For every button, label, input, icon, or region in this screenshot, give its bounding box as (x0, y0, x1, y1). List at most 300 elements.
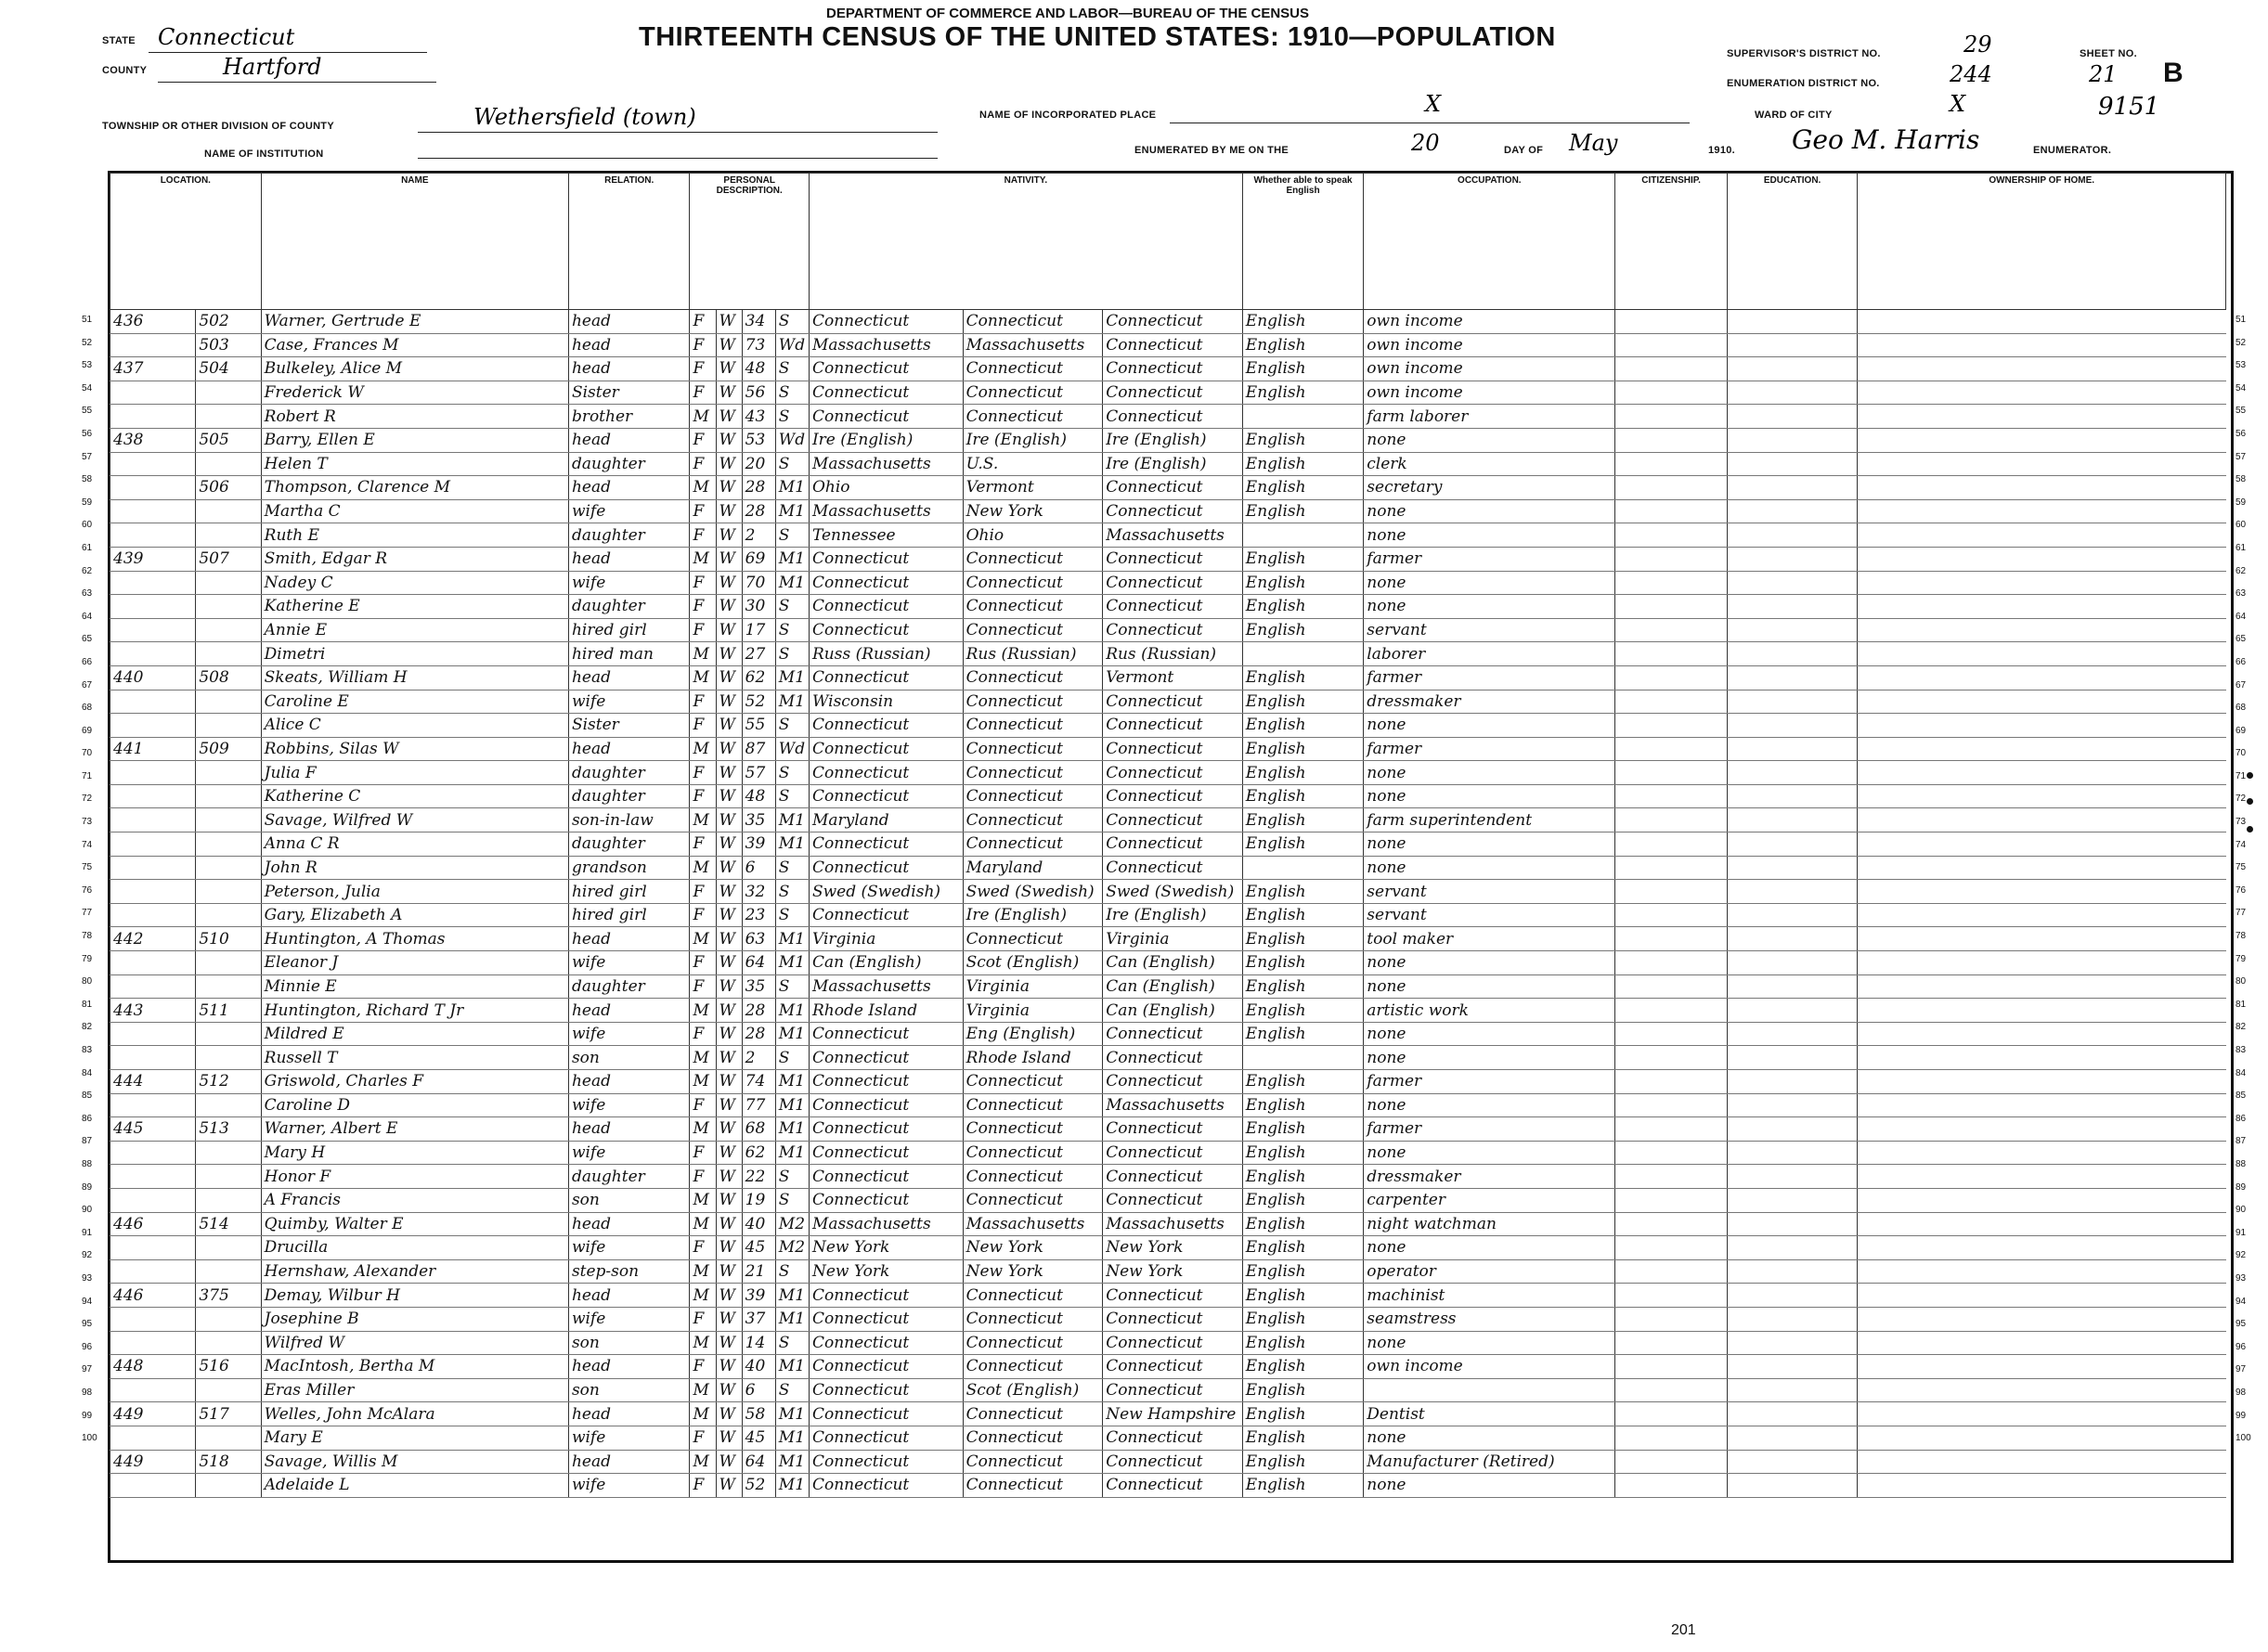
line-number: 82 (2236, 1022, 2247, 1033)
line-number: 75 (82, 862, 93, 873)
sex-cell: F (690, 499, 716, 523)
race-cell: W (716, 428, 742, 452)
marital-status-cell: S (775, 714, 809, 738)
incorporated-value: X (1425, 91, 1442, 117)
person-name-cell: Robert R (261, 405, 568, 429)
marital-status-cell: M1 (775, 1402, 809, 1426)
mother-birthplace-cell: Virginia (1103, 927, 1243, 951)
family-number-cell (196, 784, 261, 808)
enumerator-label: ENUMERATOR. (2033, 145, 2112, 156)
line-number: 61 (2236, 542, 2247, 553)
table-row (110, 333, 2226, 357)
mother-birthplace-cell: Connecticut (1103, 761, 1243, 785)
line-number: 51 (82, 315, 93, 325)
relation-cell: wife (568, 1307, 690, 1331)
race-cell: W (716, 974, 742, 999)
family-number-cell (196, 690, 261, 714)
age-cell: 34 (742, 310, 775, 334)
marital-status-cell: M1 (775, 1426, 809, 1450)
age-cell: 23 (742, 903, 775, 927)
table-row (110, 310, 2226, 334)
ownership-cell (1858, 642, 2226, 666)
language-cell (1242, 523, 1364, 548)
mother-birthplace-cell: New York (1103, 1259, 1243, 1284)
ownership-cell (1858, 1474, 2226, 1498)
language-cell: English (1242, 1022, 1364, 1046)
dwelling-number-cell (110, 784, 196, 808)
birthplace-cell: Tennessee (809, 523, 963, 548)
birthplace-cell: Connecticut (809, 1141, 963, 1165)
table-row (110, 1236, 2226, 1260)
dwelling-number-cell: 440 (110, 665, 196, 690)
language-cell: English (1242, 903, 1364, 927)
sex-cell: F (690, 333, 716, 357)
language-cell: English (1242, 761, 1364, 785)
language-cell: English (1242, 1165, 1364, 1189)
language-cell: English (1242, 476, 1364, 500)
dwelling-number-cell: 439 (110, 547, 196, 571)
line-number: 64 (82, 611, 93, 622)
punch-hole (2247, 798, 2253, 805)
sex-cell: M (690, 1188, 716, 1212)
father-birthplace-cell: Connecticut (963, 1307, 1103, 1331)
family-number-cell (196, 642, 261, 666)
dwelling-number-cell (110, 333, 196, 357)
person-name-cell: Minnie E (261, 974, 568, 999)
sex-cell: M (690, 737, 716, 761)
department-heading: DEPARTMENT OF COMMERCE AND LABOR—BUREAU OF THE CENSUS (826, 6, 1309, 21)
education-cell (1727, 1284, 1858, 1308)
ownership-cell (1858, 856, 2226, 880)
language-cell: English (1242, 428, 1364, 452)
age-cell: 74 (742, 1070, 775, 1094)
line-number: 69 (2236, 725, 2247, 736)
mother-birthplace-cell: Vermont (1103, 665, 1243, 690)
ownership-header: OWNERSHIP OF HOME. (1858, 174, 2226, 310)
birthplace-cell: Connecticut (809, 1378, 963, 1402)
ownership-cell (1858, 903, 2226, 927)
mother-birthplace-cell: Connecticut (1103, 499, 1243, 523)
occupation-cell: none (1364, 1236, 1615, 1260)
language-cell: English (1242, 1141, 1364, 1165)
ownership-cell (1858, 523, 2226, 548)
race-cell: W (716, 761, 742, 785)
line-number: 72 (82, 794, 93, 805)
age-cell: 35 (742, 808, 775, 832)
name-header: NAME (261, 174, 568, 310)
citizenship-cell (1615, 571, 1727, 595)
age-cell: 40 (742, 1212, 775, 1236)
citizenship-cell (1615, 665, 1727, 690)
ownership-cell (1858, 1117, 2226, 1142)
dwelling-number-cell (110, 452, 196, 476)
relation-cell: daughter (568, 523, 690, 548)
race-cell: W (716, 405, 742, 429)
table-row (110, 1378, 2226, 1402)
dwelling-number-cell (110, 1188, 196, 1212)
age-cell: 57 (742, 761, 775, 785)
education-cell (1727, 1259, 1858, 1284)
relation-cell: wife (568, 951, 690, 975)
mother-birthplace-cell: Connecticut (1103, 1188, 1243, 1212)
education-cell (1727, 357, 1858, 381)
ownership-cell (1858, 1165, 2226, 1189)
occupation-cell: night watchman (1364, 1212, 1615, 1236)
family-number-cell (196, 1474, 261, 1498)
age-cell: 68 (742, 1117, 775, 1142)
marital-status-cell: S (775, 903, 809, 927)
sex-cell: F (690, 761, 716, 785)
citizenship-cell (1615, 1093, 1727, 1117)
line-number: 74 (82, 839, 93, 850)
relation-cell: head (568, 1117, 690, 1142)
citizenship-cell (1615, 856, 1727, 880)
incorporated-label: NAME OF INCORPORATED PLACE (979, 110, 1157, 121)
person-name-cell: Savage, Wilfred W (261, 808, 568, 832)
dwelling-number-cell: 438 (110, 428, 196, 452)
birthplace-cell: New York (809, 1236, 963, 1260)
state-label: STATE (102, 35, 136, 46)
age-cell: 77 (742, 1093, 775, 1117)
mother-birthplace-cell: Connecticut (1103, 690, 1243, 714)
day-value: 20 (1411, 130, 1440, 156)
person-name-cell: Smith, Edgar R (261, 547, 568, 571)
relation-cell: head (568, 428, 690, 452)
marital-status-cell: S (775, 405, 809, 429)
dwelling-number-cell (110, 595, 196, 619)
age-cell: 14 (742, 1331, 775, 1355)
family-number-cell: 507 (196, 547, 261, 571)
family-number-cell (196, 1426, 261, 1450)
sex-cell: F (690, 903, 716, 927)
relation-cell: son (568, 1188, 690, 1212)
father-birthplace-cell: Scot (English) (963, 1378, 1103, 1402)
citizenship-cell (1615, 381, 1727, 405)
language-cell: English (1242, 951, 1364, 975)
language-cell: English (1242, 1307, 1364, 1331)
line-number: 54 (82, 382, 93, 394)
race-cell: W (716, 642, 742, 666)
relation-cell: step-son (568, 1259, 690, 1284)
age-cell: 52 (742, 1474, 775, 1498)
education-cell (1727, 903, 1858, 927)
marital-status-cell: S (775, 642, 809, 666)
birthplace-cell: Virginia (809, 927, 963, 951)
education-cell (1727, 452, 1858, 476)
occupation-cell: none (1364, 1046, 1615, 1070)
person-name-cell: Mary H (261, 1141, 568, 1165)
person-name-cell: Skeats, William H (261, 665, 568, 690)
ownership-cell (1858, 974, 2226, 999)
occupation-cell: none (1364, 428, 1615, 452)
relation-cell: wife (568, 1474, 690, 1498)
line-number: 76 (82, 884, 93, 896)
relation-cell: head (568, 665, 690, 690)
table-row (110, 357, 2226, 381)
father-birthplace-cell: Connecticut (963, 1070, 1103, 1094)
language-cell: English (1242, 1093, 1364, 1117)
dwelling-number-cell (110, 761, 196, 785)
sex-cell: F (690, 784, 716, 808)
race-cell: W (716, 665, 742, 690)
father-birthplace-cell: Ire (English) (963, 428, 1103, 452)
dwelling-number-cell (110, 1046, 196, 1070)
father-birthplace-cell: New York (963, 1259, 1103, 1284)
marital-status-cell: S (775, 856, 809, 880)
occupation-cell: Manufacturer (Retired) (1364, 1450, 1615, 1474)
birthplace-cell: Connecticut (809, 381, 963, 405)
family-number-cell (196, 856, 261, 880)
line-number: 83 (82, 1045, 93, 1055)
father-birthplace-cell: Eng (English) (963, 1022, 1103, 1046)
occupation-cell: farm superintendent (1364, 808, 1615, 832)
birthplace-cell: Connecticut (809, 547, 963, 571)
dwelling-number-cell (110, 1259, 196, 1284)
birthplace-cell: Massachusetts (809, 333, 963, 357)
table-row (110, 571, 2226, 595)
birthplace-cell: Connecticut (809, 832, 963, 857)
marital-status-cell: M1 (775, 1117, 809, 1142)
age-cell: 70 (742, 571, 775, 595)
person-name-cell: Quimby, Walter E (261, 1212, 568, 1236)
mother-birthplace-cell: Connecticut (1103, 808, 1243, 832)
birthplace-cell: Massachusetts (809, 452, 963, 476)
education-cell (1727, 737, 1858, 761)
father-birthplace-cell: Connecticut (963, 1450, 1103, 1474)
race-cell: W (716, 951, 742, 975)
race-cell: W (716, 714, 742, 738)
sex-cell: F (690, 571, 716, 595)
occupation-cell: own income (1364, 310, 1615, 334)
age-cell: 64 (742, 951, 775, 975)
mother-birthplace-cell: New York (1103, 1236, 1243, 1260)
birthplace-cell: Connecticut (809, 1022, 963, 1046)
line-number: 80 (82, 976, 93, 987)
education-cell (1727, 808, 1858, 832)
citizenship-cell (1615, 452, 1727, 476)
ownership-cell (1858, 310, 2226, 334)
citizenship-cell (1615, 737, 1727, 761)
marital-status-cell: M1 (775, 951, 809, 975)
marital-status-cell: M1 (775, 1284, 809, 1308)
mother-birthplace-cell: Connecticut (1103, 714, 1243, 738)
marital-status-cell: M1 (775, 999, 809, 1023)
relation-cell: head (568, 737, 690, 761)
relation-cell: son (568, 1046, 690, 1070)
ownership-cell (1858, 1093, 2226, 1117)
education-cell (1727, 1093, 1858, 1117)
ownership-cell (1858, 665, 2226, 690)
citizenship-cell (1615, 784, 1727, 808)
occupation-cell: none (1364, 595, 1615, 619)
dwelling-number-cell: 441 (110, 737, 196, 761)
citizenship-cell (1615, 595, 1727, 619)
language-cell: English (1242, 665, 1364, 690)
citizenship-cell (1615, 1046, 1727, 1070)
line-number: 59 (82, 497, 93, 508)
mother-birthplace-cell: New Hampshire (1103, 1402, 1243, 1426)
table-row (110, 856, 2226, 880)
relation-cell: wife (568, 1236, 690, 1260)
ownership-cell (1858, 499, 2226, 523)
dwelling-number-cell (110, 618, 196, 642)
occupation-cell: none (1364, 784, 1615, 808)
family-number-cell: 518 (196, 1450, 261, 1474)
ownership-cell (1858, 571, 2226, 595)
mother-birthplace-cell: Connecticut (1103, 737, 1243, 761)
sex-cell: F (690, 1141, 716, 1165)
table-row (110, 880, 2226, 904)
occupation-cell: farmer (1364, 665, 1615, 690)
person-name-cell: Thompson, Clarence M (261, 476, 568, 500)
mother-birthplace-cell: Connecticut (1103, 1474, 1243, 1498)
mother-birthplace-cell: Connecticut (1103, 856, 1243, 880)
line-number: 52 (2236, 337, 2247, 348)
citizenship-header: CITIZENSHIP. (1615, 174, 1727, 310)
birthplace-cell: Ire (English) (809, 428, 963, 452)
enumerator-value: Geo M. Harris (1792, 124, 1980, 155)
line-number: 72 (2236, 794, 2247, 805)
line-number: 68 (2236, 703, 2247, 714)
ownership-cell (1858, 784, 2226, 808)
sex-cell: F (690, 974, 716, 999)
ward-label: WARD OF CITY (1755, 110, 1833, 121)
person-name-cell: A Francis (261, 1188, 568, 1212)
ownership-cell (1858, 428, 2226, 452)
table-row (110, 784, 2226, 808)
language-cell: English (1242, 1212, 1364, 1236)
education-cell (1727, 595, 1858, 619)
line-number: 88 (2236, 1158, 2247, 1169)
ownership-cell (1858, 405, 2226, 429)
sex-cell: M (690, 1284, 716, 1308)
family-number-cell (196, 595, 261, 619)
age-cell: 27 (742, 642, 775, 666)
age-cell: 53 (742, 428, 775, 452)
dwelling-number-cell: 449 (110, 1402, 196, 1426)
ownership-cell (1858, 452, 2226, 476)
father-birthplace-cell: Swed (Swedish) (963, 880, 1103, 904)
table-row (110, 1141, 2226, 1165)
age-cell: 62 (742, 665, 775, 690)
father-birthplace-cell: Connecticut (963, 1284, 1103, 1308)
language-cell (1242, 405, 1364, 429)
family-number-cell (196, 1307, 261, 1331)
line-number: 94 (82, 1296, 93, 1307)
table-row (110, 381, 2226, 405)
line-number: 96 (82, 1341, 93, 1352)
footer-number: 201 (1671, 1622, 1696, 1638)
birthplace-cell: Connecticut (809, 761, 963, 785)
person-name-cell: Demay, Wilbur H (261, 1284, 568, 1308)
line-number: 51 (2236, 315, 2247, 325)
line-number: 85 (2236, 1091, 2247, 1102)
citizenship-cell (1615, 405, 1727, 429)
language-cell: English (1242, 618, 1364, 642)
race-cell: W (716, 381, 742, 405)
education-cell (1727, 1450, 1858, 1474)
dwelling-number-cell: 436 (110, 310, 196, 334)
relation-cell: head (568, 927, 690, 951)
citizenship-cell (1615, 1022, 1727, 1046)
table-row (110, 737, 2226, 761)
language-cell: English (1242, 974, 1364, 999)
enumerated-label: ENUMERATED BY ME ON THE (1134, 145, 1290, 156)
mother-birthplace-cell: Connecticut (1103, 310, 1243, 334)
person-name-cell: Warner, Albert E (261, 1117, 568, 1142)
citizenship-cell (1615, 1284, 1727, 1308)
birthplace-cell: Connecticut (809, 595, 963, 619)
age-cell: 6 (742, 1378, 775, 1402)
relation-cell: daughter (568, 1165, 690, 1189)
family-number-cell: 510 (196, 927, 261, 951)
table-row (110, 1165, 2226, 1189)
relation-cell: wife (568, 499, 690, 523)
line-number: 91 (82, 1227, 93, 1238)
dwelling-number-cell: 444 (110, 1070, 196, 1094)
person-name-cell: Helen T (261, 452, 568, 476)
race-cell: W (716, 1046, 742, 1070)
person-name-cell: Alice C (261, 714, 568, 738)
mother-birthplace-cell: Connecticut (1103, 1307, 1243, 1331)
relation-cell: son (568, 1331, 690, 1355)
relation-cell: hired girl (568, 618, 690, 642)
marital-status-cell: M1 (775, 1307, 809, 1331)
dwelling-number-cell (110, 1307, 196, 1331)
line-number: 60 (82, 520, 93, 531)
language-cell: English (1242, 381, 1364, 405)
occupation-cell: none (1364, 832, 1615, 857)
birthplace-cell: Connecticut (809, 1117, 963, 1142)
relation-cell: head (568, 1070, 690, 1094)
age-cell: 22 (742, 1165, 775, 1189)
age-cell: 39 (742, 1284, 775, 1308)
county-value: Hartford (223, 54, 322, 80)
occupation-cell: Dentist (1364, 1402, 1615, 1426)
education-cell (1727, 1165, 1858, 1189)
mother-birthplace-cell: Connecticut (1103, 1331, 1243, 1355)
father-birthplace-cell: Connecticut (963, 1093, 1103, 1117)
education-cell (1727, 1474, 1858, 1498)
line-number: 58 (2236, 474, 2247, 485)
marital-status-cell: S (775, 1378, 809, 1402)
occupation-cell: own income (1364, 1355, 1615, 1379)
ownership-cell (1858, 1450, 2226, 1474)
line-number: 62 (82, 565, 93, 576)
dwelling-number-cell: 448 (110, 1355, 196, 1379)
table-row (110, 1474, 2226, 1498)
ownership-cell (1858, 1355, 2226, 1379)
ownership-cell (1858, 595, 2226, 619)
person-name-cell: Adelaide L (261, 1474, 568, 1498)
citizenship-cell (1615, 1474, 1727, 1498)
race-cell: W (716, 808, 742, 832)
sex-cell: F (690, 951, 716, 975)
birthplace-cell: Russ (Russian) (809, 642, 963, 666)
line-number: 73 (2236, 817, 2247, 828)
person-name-cell: Wilfred W (261, 1331, 568, 1355)
age-cell: 37 (742, 1307, 775, 1331)
family-number-cell (196, 452, 261, 476)
education-cell (1727, 714, 1858, 738)
education-cell (1727, 690, 1858, 714)
language-cell: English (1242, 1378, 1364, 1402)
father-birthplace-cell: New York (963, 1236, 1103, 1260)
birthplace-cell: Connecticut (809, 1402, 963, 1426)
line-number: 100 (2236, 1433, 2251, 1444)
father-birthplace-cell: Connecticut (963, 927, 1103, 951)
citizenship-cell (1615, 832, 1727, 857)
